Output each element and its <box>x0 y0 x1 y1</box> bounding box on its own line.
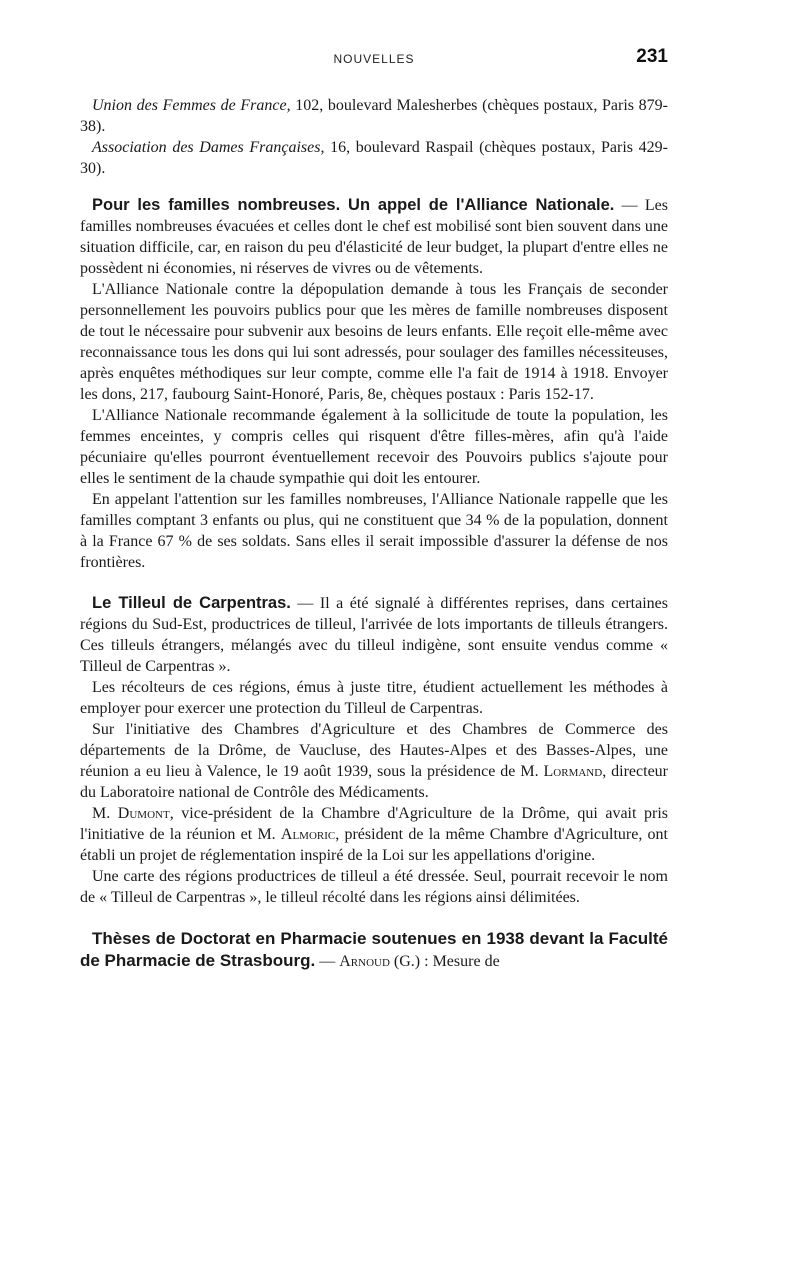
lead-text: — Il a été signalé à différentes reprises, dans certaines régions du Sud-Est, productrices de tilleul, l'arrivée de lots importants de tilleuls étrangers. Ces tilleuls étrangers, mélangés avec du tilleul indigène, sont ensuite vendus comme « Tilleul de Carpentras ». <box>80 595 668 675</box>
address-detail: 16, boulevard Raspail (chèques postaux, Paris 429-30). <box>80 139 669 177</box>
lead-text: — Les familles nombreuses évacuées et celles dont le chef est mobilisé sont bien souvent dans une situation difficile, car, en raison du peu d'élasticité de leur budget, la plupart d'entre elles ne possèdent ni économies, ni réserves de vivres ou de vêtements. <box>80 197 668 277</box>
text-run: , président de la même Chambre d'Agriculture, ont établi un projet de réglementation inspiré de la Loi sur les appellations d'origine. <box>80 826 668 864</box>
person-name: Dumont <box>117 805 170 822</box>
text-run: (G.) : Mesure de <box>389 953 500 970</box>
page <box>80 40 668 972</box>
paragraph: L'Alliance Nationale recommande également à la sollicitude de toute la population, les femmes enceintes, y compris celles qui risquent d'être filles-mères, afin qu'à l'aide pécuniaire qu'elles pourront éventuellement recevoir des Pouvoirs publics s'ajoute pour elles le sentiment de la chaude sympathie qui doit les entourer. <box>80 407 668 487</box>
text-run: Sur l'initiative des Chambres d'Agriculture et des Chambres de Commerce des départements de la Drôme, de Vaucluse, des Hautes-Alpes et des Basses-Alpes, une réunion a eu lieu à Valence, le 19 août 1939, sous la présidence de M. <box>80 721 668 780</box>
section-familles-nombreuses <box>80 195 668 573</box>
text-run: , vice-président de la Chambre d'Agriculture de la Drôme, qui avait pris l'initiative de la réunion et M. <box>80 805 669 843</box>
section-lead-paragraph <box>80 195 668 279</box>
person-name: Almoric <box>280 826 336 843</box>
paragraph: En appelant l'attention sur les familles nombreuses, l'Alliance Nationale rappelle que les familles comptant 3 enfants ou plus, qui ne constituent que 34 % de la population, donnent à la France 67 % de ses soldats. Sans elles il serait impossible d'assurer la défense de nos frontières. <box>80 491 668 571</box>
address-union-femmes <box>80 95 668 137</box>
paragraph <box>80 803 668 866</box>
paragraph: Les récolteurs de ces régions, émus à juste titre, étudient actuellement les méthodes à employer pour exercer une protection du Tilleul de Carpentras. <box>80 679 668 717</box>
paragraph: L'Alliance Nationale contre la dépopulation demande à tous les Français de seconder personnellement les pouvoirs publics pour que les mères de famille nombreuses disposent de tout le nécessaire pour subvenir aux besoins de leurs enfants. Elle reçoit elle-même avec reconnaissance tous les dons qui lui sont adressés, pour soulager des familles nécessiteuses, après enquêtes méthodiques sur leur compte, comme elle l'a fait de 1914 à 1918. Envoyer les dons, 217, faubourg Saint-Honoré, Paris, 8e, chèques postaux : Paris 152-17. <box>80 281 668 403</box>
paragraph <box>80 719 668 803</box>
section-heading: Le Tilleul de Carpentras. <box>92 594 291 612</box>
section-lead-paragraph <box>80 593 668 677</box>
text-run: , directeur du Laboratoire national de Contrôle des Médicaments. <box>80 763 668 801</box>
address-detail: 102, boulevard Malesherbes (chèques postaux, Paris 879-38). <box>80 97 669 135</box>
section-heading: Thèses de Doctorat en Pharmacie soutenues en 1938 devant la Faculté de Pharmacie de Strasbourg. <box>80 929 668 970</box>
address-block <box>80 95 668 179</box>
dash: — <box>315 953 340 970</box>
section-theses-doctorat <box>80 928 668 972</box>
running-header <box>80 40 668 80</box>
section-lead-paragraph <box>80 928 668 972</box>
page-number: 231 <box>636 46 668 67</box>
section-heading: Pour les familles nombreuses. Un appel de l'Alliance Nationale. <box>92 196 615 214</box>
section-tilleul-carpentras <box>80 593 668 908</box>
paragraph: Une carte des régions productrices de tilleul a été dressée. Seul, pourrait recevoir le nom de « Tilleul de Carpentras », le tilleul récolté dans les régions ainsi délimitées. <box>80 868 668 906</box>
org-name: Union des Femmes de France, <box>92 97 291 114</box>
org-name: Association des Dames Françaises, <box>92 139 325 156</box>
running-title: NOUVELLES <box>333 52 415 66</box>
text-run: M. <box>92 805 118 822</box>
person-name: Arnoud <box>339 953 390 970</box>
address-dames-francaises <box>80 137 668 179</box>
person-name: Lormand <box>543 763 603 780</box>
